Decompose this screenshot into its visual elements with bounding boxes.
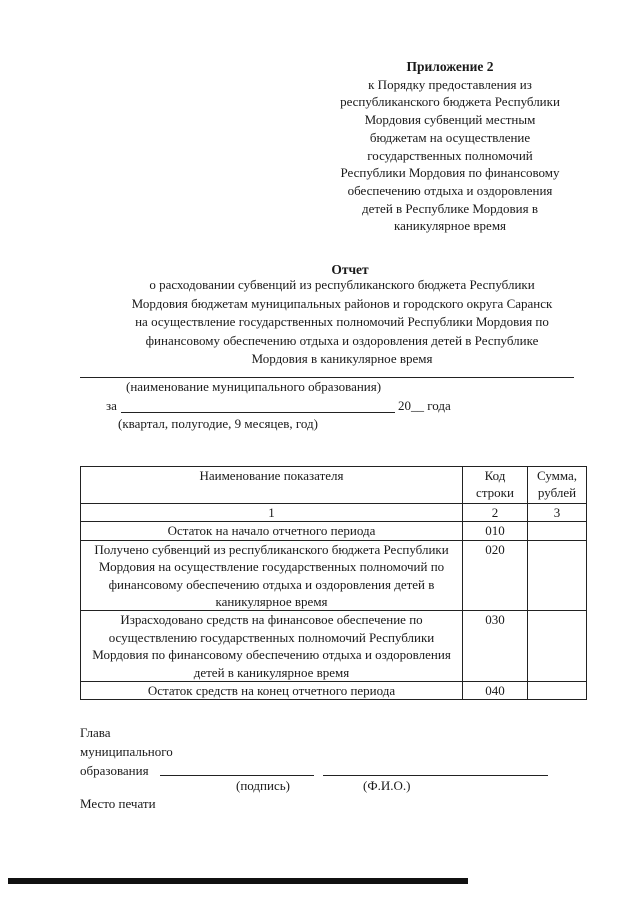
appendix-line: Мордовия субвенций местным <box>364 112 536 128</box>
appendix-line: детей в Республике Мордовия в <box>361 200 539 216</box>
period-prefix: за <box>106 398 117 413</box>
report-description <box>82 276 602 369</box>
header-row-code: Код строки <box>463 467 528 504</box>
report-description-line: на осуществление государственных полномочий Республики Мордовия по <box>135 314 549 329</box>
row-sum-cell[interactable] <box>528 540 587 611</box>
column-number: 3 <box>528 504 587 522</box>
seal-label: Место печати <box>80 796 156 811</box>
row-sum-cell[interactable] <box>528 611 587 682</box>
report-table <box>80 466 587 700</box>
report-description-line: финансовому обеспечению отдыха и оздоровления детей в Республике <box>145 332 539 348</box>
row-code: 040 <box>463 682 528 700</box>
appendix-line: к Порядку предоставления из <box>368 76 532 92</box>
row-name: Израсходовано средств на финансовое обеспечение по осуществлению государственных полномочий Республики Мордовия по финансовому обеспечению отдыха и оздоровления детей в каникулярное время <box>81 611 463 682</box>
signature-field-line[interactable] <box>160 775 314 776</box>
signature-block <box>80 723 173 780</box>
row-code: 030 <box>463 611 528 682</box>
period-caption: (квартал, полугодие, 9 месяцев, год) <box>118 416 318 431</box>
fio-field-line[interactable] <box>323 775 548 776</box>
appendix-line: обеспечению отдыха и оздоровления <box>347 182 553 198</box>
head-title-line: Глава <box>80 725 111 740</box>
row-sum-cell[interactable] <box>528 522 587 540</box>
table-row <box>81 682 587 700</box>
appendix-heading: Приложение 2 <box>406 59 494 74</box>
table-numbering-row <box>81 504 587 522</box>
signature-caption: (подпись) <box>236 778 290 793</box>
row-code: 010 <box>463 522 528 540</box>
head-title-line: муниципального <box>80 744 173 759</box>
period-year: 20__ года <box>398 398 451 413</box>
appendix-line: государственных полномочий <box>367 147 533 163</box>
row-sum-cell[interactable] <box>528 682 587 700</box>
appendix-line: Республики Мордовия по финансовому <box>340 165 560 181</box>
head-title-line: образования <box>80 763 149 778</box>
row-code: 020 <box>463 540 528 611</box>
fio-caption: (Ф.И.О.) <box>363 778 411 793</box>
header-sum: Сумма, рублей <box>528 467 587 504</box>
report-description-line: о расходовании субвенций из республиканского бюджета Республики <box>149 277 535 292</box>
appendix-block <box>300 58 600 235</box>
period-field-line[interactable] <box>121 412 395 413</box>
report-description-line: Мордовия бюджетам муниципальных районов и городского округа Саранск <box>131 295 553 311</box>
row-name: Остаток средств на конец отчетного периода <box>81 682 463 700</box>
row-name: Остаток на начало отчетного периода <box>81 522 463 540</box>
report-description-line: Мордовия в каникулярное время <box>251 351 433 366</box>
table-row <box>81 522 587 540</box>
table-row <box>81 611 587 682</box>
appendix-line: бюджетам на осуществление <box>369 129 531 145</box>
column-number: 1 <box>81 504 463 522</box>
table-header-row <box>81 467 587 504</box>
appendix-line: республиканского бюджета Республики <box>340 94 560 110</box>
appendix-line: каникулярное время <box>393 218 507 234</box>
row-name: Получено субвенций из республиканского бюджета Республики Мордовия на осуществление государственных полномочий по финансовому обеспечению отдыха и оздоровления детей в каникулярное время <box>81 540 463 611</box>
report-title: Отчет <box>331 262 369 277</box>
scan-edge-bar <box>8 878 468 884</box>
municipality-field-line[interactable] <box>80 377 574 378</box>
table-row <box>81 540 587 611</box>
header-indicator-name: Наименование показателя <box>81 467 463 504</box>
municipality-caption: (наименование муниципального образования) <box>126 379 382 394</box>
column-number: 2 <box>463 504 528 522</box>
